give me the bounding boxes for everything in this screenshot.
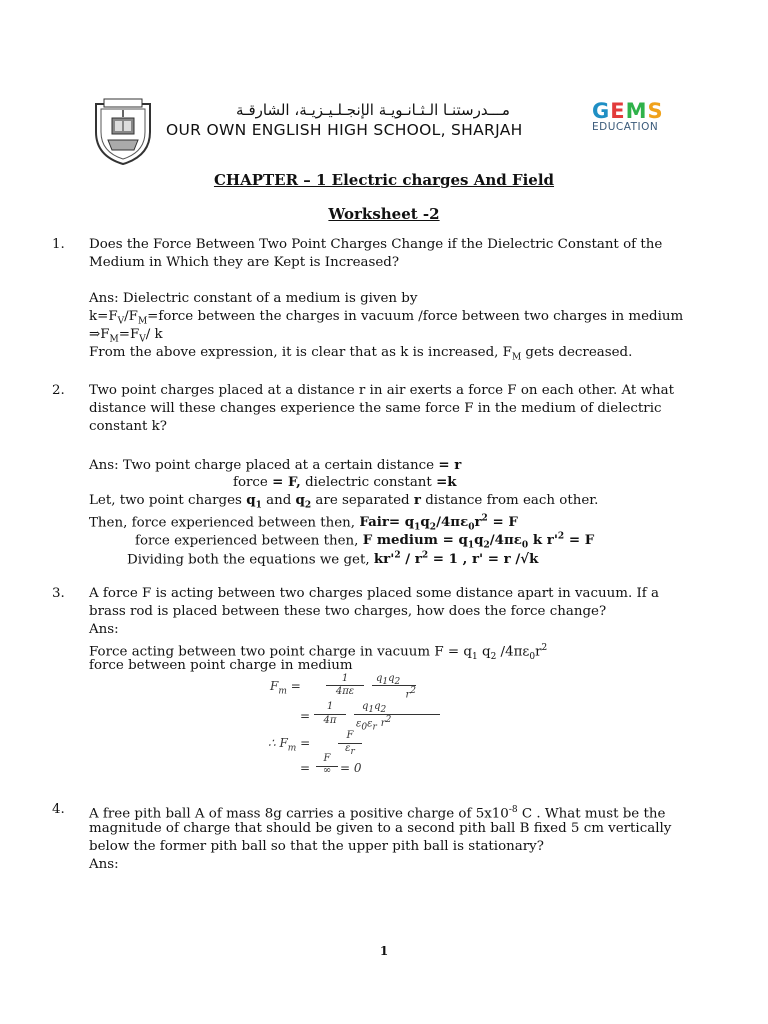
question-number: 4. [52, 802, 65, 817]
question-4-line-1: A free pith ball A of mass 8g carries a positive charge of $5x10^{-8}$ C . What must be the [89, 805, 666, 822]
answer-2-line-6: Dividing both the equations we get, $kr'^2 / r^2 = 1$ , r' = r /√k [127, 551, 539, 568]
gems-education-label: EDUCATION [592, 121, 659, 133]
answer-2-line-2: force = F, dielectric constant =k [233, 474, 457, 490]
question-2-line-3: constant k? [89, 419, 167, 434]
question-4-line-2: magnitude of charge that should be given to a second pith ball B fixed 5 cm vertically [89, 821, 672, 836]
gems-logo: GEMS EDUCATION [592, 101, 672, 137]
question-number: 2. [52, 383, 65, 398]
answer-2-line-1: Ans: Two point charge placed at a certain distance = r [89, 457, 462, 473]
answer-3-label: Ans: [89, 622, 119, 637]
worksheet-title: Worksheet -2 [328, 205, 440, 223]
question-2-line-1: Two point charges placed at a distance r in air exerts a force F on each other. At what [89, 383, 675, 398]
answer-2-line-5: force experienced between then, F medium = $q_1q_2/4\pi\varepsilon_0$ k $r'^2 = F$ [135, 532, 595, 552]
school-arabic-name: مـــدرستنـا الـثـانـويـة الإنجـلـيـزيـة، الشارقـة [236, 101, 510, 119]
school-crest [90, 96, 156, 166]
formula-block: $F_m$ = 1 4πε $q_1q_2$ $r^2$ = 1 4π $q_1q_2$ $\varepsilon_0\varepsilon_r$ $r^2$ ∴ $F_m$ = F $\varepsilon_r$ = F ∞ = 0 [268, 676, 458, 776]
answer-1-line-2: $k=F_V/F_M=force$ between the charges in vacuum /force between two charges in medium [89, 309, 684, 327]
question-1-line-2: Medium in Which they are Kept is Increased? [89, 255, 400, 270]
answer-1-line-1: Ans: Dielectric constant of a medium is given by [89, 291, 418, 306]
answer-3-line-2: Force acting between two point charge in vacuum $F = q_1$ $q_2$ $/4\pi\varepsilon_0r^2$ [89, 643, 548, 663]
question-3-line-1: A force F is acting between two charges placed some distance apart in vacuum. If a [89, 586, 659, 601]
question-number: 1. [52, 237, 65, 252]
chapter-title: CHAPTER – 1 Electric charges And Field [213, 171, 555, 189]
question-number: 3. [52, 586, 65, 601]
answer-4-label: Ans: [89, 857, 119, 872]
page-number: 1 [379, 944, 389, 958]
question-3-line-2: brass rod is placed between these two charges, how does the force change? [89, 604, 607, 619]
answer-3-line-3: force between point charge in medium [89, 658, 353, 673]
question-4-line-3: below the former pith ball so that the upper pith ball is stationary? [89, 839, 544, 854]
school-name: OUR OWN ENGLISH HIGH SCHOOL, SHARJAH [166, 121, 523, 139]
answer-1-line-4: From the above expression, it is clear that as k is increased, $F_M$ gets decreased. [89, 345, 633, 363]
answer-2-line-3: Let, two point charges $q_1$ and $q_2$ are separated r distance from each other. [89, 492, 599, 511]
question-2-line-2: distance will these changes experience the same force F in the medium of dielectric [89, 401, 662, 416]
answer-1-line-3: $\Rightarrow F_M=F_V/$ k [89, 327, 163, 345]
answer-2-line-4: Then, force experienced between then, Fair= $q_1q_2/4\pi\varepsilon_0r^2 = F$ [89, 514, 518, 534]
question-1-line-1: Does the Force Between Two Point Charges Change if the Dielectric Constant of the [89, 237, 663, 252]
